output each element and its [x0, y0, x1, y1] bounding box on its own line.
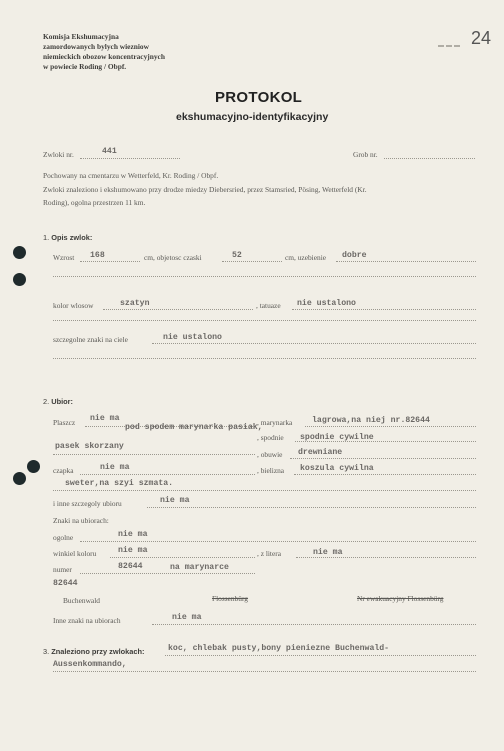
page-number: 24 — [471, 28, 492, 48]
found-items-line-2: Aussenkommando, — [53, 660, 127, 669]
section-1-heading — [43, 233, 92, 242]
uzebienie-line — [336, 261, 476, 262]
winkiel-label: winkiel koloru — [53, 549, 97, 558]
commission-line-2: zamordowanych bylych wiezniow — [43, 42, 149, 51]
czaska-line — [222, 261, 282, 262]
grob-line — [384, 158, 475, 159]
bielizna-value: koszula cywilna — [300, 464, 374, 473]
numer-line — [80, 573, 255, 574]
znaki-ubiorach-label: Znaki na ubiorach: — [53, 516, 109, 525]
numer-label: numer — [53, 565, 72, 574]
inne-label: i inne szczegoly ubioru — [53, 499, 122, 508]
section-3-number: 3. — [43, 647, 50, 656]
winkiel-line — [110, 557, 255, 558]
flossenburg-label: Flossenbürg — [212, 594, 249, 603]
zwloki-value: 441 — [102, 147, 117, 156]
blank-line — [53, 358, 476, 359]
section-1-title: Opis zwlok: — [51, 233, 93, 242]
znaki-value: nie ustalono — [163, 333, 222, 342]
sweter-value: sweter,na szyi szmata. — [65, 479, 174, 488]
wzrost-value: 168 — [90, 251, 105, 260]
inne-line — [147, 507, 476, 508]
z-litera-value: nie ma — [313, 548, 343, 557]
grob-label: Grob nr. — [353, 150, 378, 159]
found-items-rule-2 — [53, 671, 476, 672]
ogolne-label: ogolne — [53, 533, 74, 542]
marynarka-label: , marynarka — [257, 418, 293, 427]
document-title: PROTOKOL — [215, 89, 303, 106]
plaszcz-value: nie ma — [90, 414, 120, 423]
inne-znaki-value: nie ma — [172, 613, 202, 622]
numer-value: 82644 — [118, 562, 143, 571]
punch-hole-icon — [27, 460, 40, 473]
ogolne-value: nie ma — [118, 530, 148, 539]
numer-note: na marynarce — [170, 563, 229, 572]
plaszcz-value-2: pod spodem marynarka pasiak, — [125, 423, 263, 432]
zwloki-label: Zwloki nr. — [43, 150, 74, 159]
numer-value-2: 82644 — [53, 579, 78, 588]
uzebienie-value: dobre — [342, 251, 367, 260]
punch-hole-icon — [13, 246, 26, 259]
pasek-line — [53, 454, 255, 455]
marynarka-line — [305, 426, 476, 427]
znaki-line — [152, 343, 476, 344]
header-mark — [438, 45, 460, 47]
znaki-label: szczegolne znaki na ciele — [53, 335, 128, 344]
tatuaze-label: , tatuaze — [256, 301, 281, 310]
obuwie-label: , obuwie — [257, 450, 283, 459]
punch-hole-icon — [13, 273, 26, 286]
found-items-line-1: koc, chlebak pusty,bony pieniezne Buchenwald- — [168, 644, 390, 653]
inne-znaki-label: Inne znaki na ubiorach — [53, 616, 121, 625]
commission-line-1: Komisja Ekshumacyjna — [43, 32, 119, 41]
spodnie-value: spodnie cywilne — [300, 433, 374, 442]
blank-line — [53, 320, 476, 321]
ogolne-line — [80, 541, 476, 542]
czapka-label: czapka — [53, 466, 74, 475]
obuwie-line — [290, 458, 476, 459]
tatuaze-value: nie ustalono — [297, 299, 356, 308]
bielizna-label: , bielizna — [257, 466, 285, 475]
section-2-title: Ubior: — [51, 397, 73, 406]
section-1-number: 1. — [43, 233, 50, 242]
wzrost-label: Wzrost — [53, 253, 75, 262]
obuwie-value: drewniane — [298, 448, 343, 457]
section-3-title: Znaleziono przy zwlokach: — [51, 647, 145, 656]
z-litera-line — [296, 557, 476, 558]
kolor-value: szatyn — [120, 299, 150, 308]
found-items-rule-1 — [165, 655, 476, 656]
winkiel-value: nie ma — [118, 546, 148, 555]
kolor-line — [103, 309, 253, 310]
section-2-heading — [43, 397, 73, 406]
bielizna-line — [294, 474, 476, 475]
buchenwald-label: Buchenwald — [63, 596, 100, 605]
marynarka-value: lagrowa,na niej nr.82644 — [312, 416, 430, 425]
document-subtitle: ekshumacyjno-identyfikacyjny — [176, 111, 329, 123]
inne-znaki-line — [152, 624, 476, 625]
commission-line-3: niemieckich obozow koncentracyjnych — [43, 52, 165, 61]
wzrost-line — [80, 261, 140, 262]
czaska-label: cm, objetosc czaski — [144, 253, 202, 262]
uzebienie-label: cm, uzebienie — [285, 253, 327, 262]
kolor-label: kolor wlosow — [53, 301, 94, 310]
commission-line-4: w powiecie Roding / Obpf. — [43, 62, 127, 71]
czaska-value: 52 — [232, 251, 242, 260]
blank-line — [53, 276, 476, 277]
section-2-number: 2. — [43, 397, 50, 406]
sweter-line — [53, 490, 476, 491]
spodnie-label: , spodnie — [257, 433, 284, 442]
znaleziono-line-1: Zwloki znaleziono i ekshumowano przy drodze miedzy Diebersried, przez Stamsried, Pösing, Wetterfeld (Kr. — [43, 185, 367, 194]
pochowany-text: Pochowany na cmentarzu w Wetterfeld, Kr. Roding / Obpf. — [43, 171, 219, 180]
plaszcz-label: Plaszcz — [53, 418, 76, 427]
inne-value: nie ma — [160, 496, 190, 505]
znaleziono-line-2: Roding), ogolna przestrzen 11 km. — [43, 198, 146, 207]
tatuaze-line — [292, 309, 476, 310]
z-litera-label: , z litera — [257, 549, 282, 558]
zwloki-line — [80, 158, 180, 159]
czapka-line — [80, 474, 255, 475]
czapka-value: nie ma — [100, 463, 130, 472]
section-3-heading — [43, 647, 144, 656]
nr-ewakuacyjny-label: Nr ewakuacyjny Flossenbürg — [357, 594, 444, 603]
pasek-value: pasek skorzany — [55, 442, 124, 451]
punch-hole-icon — [13, 472, 26, 485]
